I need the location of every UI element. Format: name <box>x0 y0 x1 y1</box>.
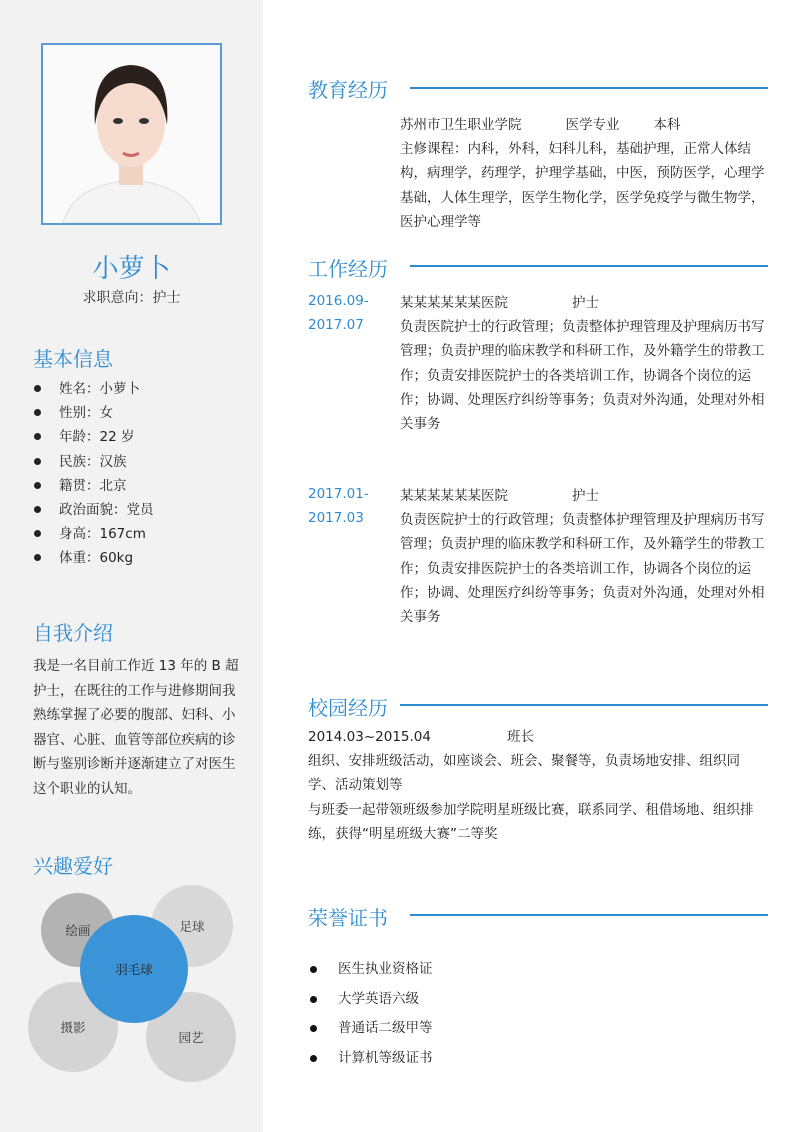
hobby-gardening: 园艺 <box>146 992 236 1082</box>
job-desc: 负责医院护士的行政管理；负责整体护理管理及护理病历书写管理；负责护理的临床教学和科研工作，及外籍学生的带教工作；负责安排医院护士的各类培训工作，协调各个岗位的运作；协调、处理医疗纠纷等事务；负责对外沟通，处理对外相关事务 <box>400 512 765 626</box>
basic-info-title: 基本信息 <box>33 347 113 371</box>
major: 医学专业 <box>565 117 620 133</box>
courses: 主修课程：内科，外科，妇科儿科，基础护理，正常人体结构，病理学，药理学，护理学基础，中医，预防医学，心理学基础，人体生理学，医学生物化学，医学免疫学与微生物学，医护心理学等 <box>400 141 765 230</box>
list-item: 体重：60kg <box>33 546 154 570</box>
school: 苏州市卫生职业学院 <box>400 117 522 133</box>
education-entry <box>400 113 765 234</box>
work-title: 工作经历 <box>308 257 388 281</box>
list-item: 姓名：小萝卜 <box>33 377 154 401</box>
education-title: 教育经历 <box>308 78 388 102</box>
honors-list <box>310 955 433 1073</box>
campus-line: 与班委一起带领班级参加学院明星班级比赛，联系同学、租借场地、组织排练，获得“明星班级大赛”二等奖 <box>308 801 754 842</box>
hobby-painting: 绘画 <box>41 893 115 967</box>
divider <box>410 914 768 916</box>
campus-role: 班长 <box>506 729 534 745</box>
job-entry <box>400 484 765 629</box>
candidate-name: 小萝卜 <box>92 254 171 284</box>
list-item: 政治面貌：党员 <box>33 498 154 522</box>
list-item: 计算机等级证书 <box>310 1044 433 1074</box>
job-org: 某某某某某某医院 <box>400 295 508 311</box>
list-item: 大学英语六级 <box>310 985 433 1015</box>
job-end: 2017.03 <box>308 510 364 527</box>
list-item: 普通话二级甲等 <box>310 1014 433 1044</box>
job-org: 某某某某某某医院 <box>400 488 508 504</box>
job-date <box>308 482 369 530</box>
hobbies-title: 兴趣爱好 <box>33 854 113 878</box>
campus-line: 组织、安排班级活动，如座谈会、班会、聚餐等，负责场地安排、组织同学、活动策划等 <box>308 753 740 794</box>
hobby-photography: 摄影 <box>28 982 118 1072</box>
list-item: 年龄：22 岁 <box>33 425 154 449</box>
intro-title: 自我介绍 <box>33 621 113 645</box>
divider <box>410 87 768 89</box>
job-entry <box>400 291 765 436</box>
job-desc: 负责医院护士的行政管理；负责整体护理管理及护理病历书写管理；负责护理的临床教学和科研工作，及外籍学生的带教工作；负责安排医院护士的各类培训工作，协调各个岗位的运作；协调、处理医疗纠纷等事务；负责对外沟通，处理对外相关事务 <box>400 319 765 433</box>
campus-title: 校园经历 <box>308 696 388 720</box>
job-end: 2017.07 <box>308 317 364 334</box>
hobby-football: 足球 <box>151 885 233 967</box>
intro-text: 我是一名目前工作近 13 年的 B 超护士，在既往的工作与进修期间我熟练掌握了必要的腹部、妇科、小器官、心脏、血管等部位疾病的诊断与鉴别诊断并逐渐建立了对医生这个职业的认知。 <box>33 658 239 797</box>
job-start: 2016.09- <box>308 293 369 309</box>
basic-info-list <box>33 377 154 571</box>
list-item: 性别：女 <box>33 401 154 425</box>
list-item: 身高：167cm <box>33 522 154 546</box>
hobby-badminton: 羽毛球 <box>80 915 188 1023</box>
list-item: 医生执业资格证 <box>310 955 433 985</box>
list-item: 籍贯：北京 <box>33 474 154 498</box>
job-role: 护士 <box>572 488 599 504</box>
list-item: 民族：汉族 <box>33 450 154 474</box>
campus-entry <box>308 725 758 846</box>
job-intent: 求职意向：护士 <box>82 290 181 306</box>
honors-title: 荣誉证书 <box>308 906 388 930</box>
job-role: 护士 <box>572 295 599 311</box>
profile-photo <box>41 43 222 225</box>
job-date <box>308 289 369 337</box>
divider <box>410 265 768 267</box>
job-start: 2017.01- <box>308 486 369 502</box>
degree: 本科 <box>653 117 681 133</box>
divider <box>400 704 768 706</box>
campus-period: 2014.03~2015.04 <box>308 729 431 745</box>
